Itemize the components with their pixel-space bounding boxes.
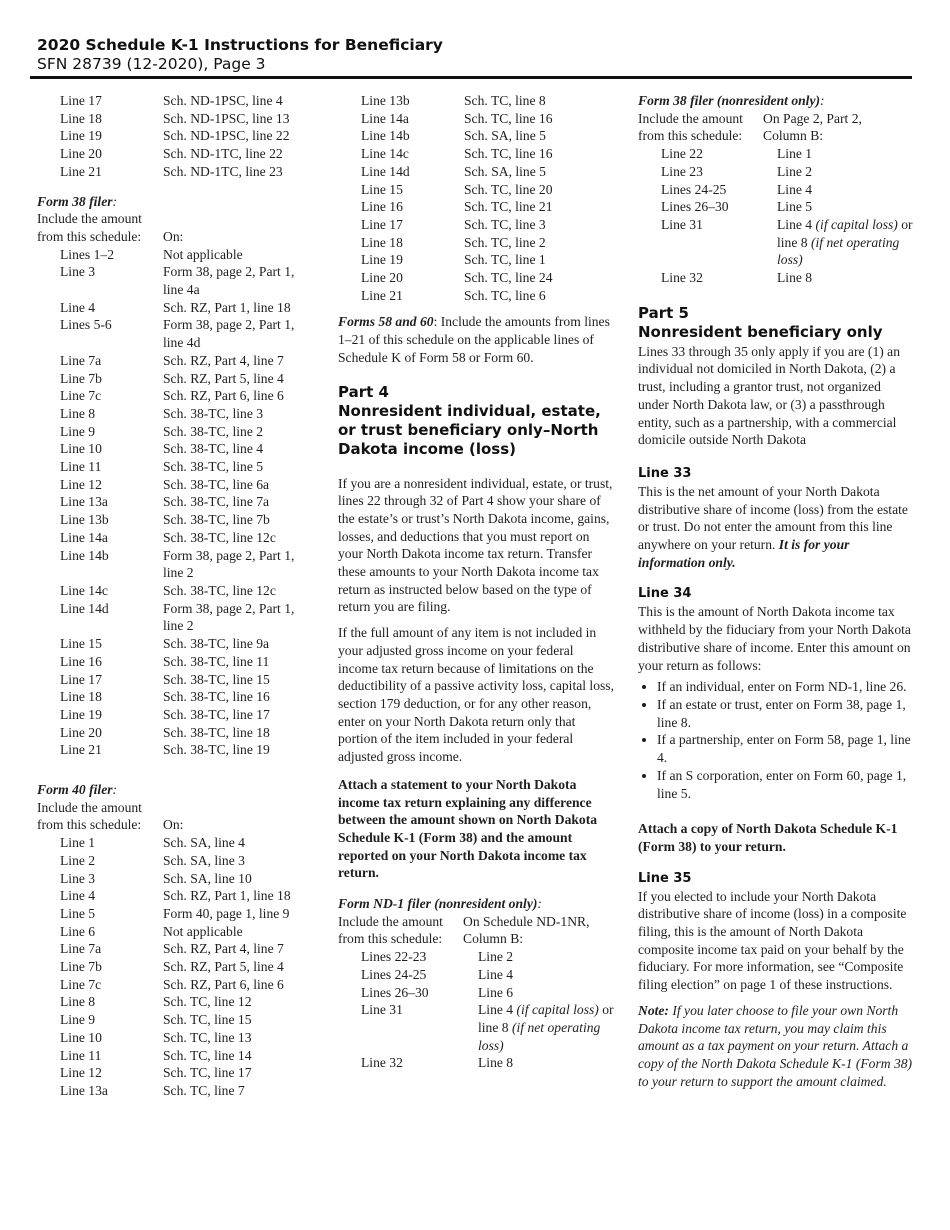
line33-emphasis: It is for your information only. — [638, 537, 850, 570]
row-label: Line 14a — [361, 110, 409, 126]
row-label: Line 7a — [60, 352, 102, 368]
row-label: Line 17 — [60, 93, 102, 108]
row-label: Lines 1–2 — [60, 246, 114, 262]
part5-subtitle: Nonresident beneficiary only — [638, 322, 883, 341]
row-value: Line 6 — [478, 984, 514, 1000]
part4-title: Part 4 — [338, 382, 389, 401]
table-row — [37, 299, 312, 317]
table-row — [338, 269, 553, 287]
row-label: Line 10 — [60, 1029, 102, 1045]
row-value: Line 1 — [777, 146, 813, 162]
part5-heading — [638, 304, 914, 342]
row-value: Sch. ND-1PSC, line 13 — [163, 110, 290, 126]
line34-heading: Line 34 — [638, 586, 692, 602]
table-row — [37, 127, 290, 145]
on-label: On Page 2, Part 2, — [763, 110, 862, 126]
table-row — [338, 127, 553, 145]
table-body — [37, 834, 291, 1100]
row-label: Line 14c — [60, 582, 108, 598]
row-value: Sch. 38-TC, line 5 — [163, 459, 264, 475]
attach-statement-paragraph: Attach a statement to your North Dakota income tax return explaining any difference between the amount shown on North Dakota Schedule K-1 (Form 38) and the amount reported on your North Dakota income tax return. — [338, 776, 598, 881]
bullet-item: • If an estate or trust, enter on Form 38, page 1, line 8. — [657, 696, 914, 731]
heading-text: Form 38 filer (nonresident only) — [638, 93, 821, 108]
table-row — [338, 234, 553, 252]
note-label: Note: — [638, 1002, 669, 1018]
row-value: Sch. TC, line 2 — [464, 234, 546, 250]
table-row — [37, 263, 312, 298]
table-row — [37, 887, 291, 905]
row-value: Line 5 — [777, 199, 813, 215]
row-value: Not applicable — [163, 246, 243, 262]
row-label: Line 4 — [60, 888, 96, 904]
row-label: Line 16 — [60, 653, 102, 669]
table-row — [37, 976, 291, 994]
table-row — [37, 476, 312, 494]
row-value: Sch. ND-1PSC, line 4 — [163, 93, 283, 108]
row-label: Line 20 — [361, 270, 403, 286]
table-row — [37, 905, 291, 923]
row-label: Line 14a — [60, 529, 108, 545]
row-value: Sch. 38-TC, line 2 — [163, 423, 264, 439]
from-schedule-label: from this schedule: — [37, 228, 142, 244]
row-value: Sch. TC, line 17 — [163, 1065, 252, 1081]
table-row — [37, 724, 312, 742]
table-row — [338, 110, 553, 128]
table-row — [638, 198, 914, 216]
table-row — [37, 741, 312, 759]
row-label: Line 21 — [361, 287, 403, 303]
row-label: Lines 24-25 — [361, 966, 427, 982]
line33-text: This is the net amount of your North Dakota distributive share of income (loss) from the estate or trust. Do not enter the amount from this line anywhere on your return. — [638, 483, 908, 553]
table-row — [37, 145, 290, 163]
row-value: Sch. RZ, Part 6, line 6 — [163, 976, 284, 992]
row-value — [777, 216, 914, 269]
table-row — [37, 493, 312, 511]
row-label: Line 14c — [361, 146, 409, 162]
line33-heading: Line 33 — [638, 465, 692, 481]
row-value: Sch. SA, line 5 — [464, 128, 546, 144]
row-label: Line 15 — [361, 181, 403, 197]
line34-bullets — [638, 678, 914, 802]
row-label: Line 9 — [60, 423, 96, 439]
heading-text: Form 38 filer — [37, 193, 113, 209]
table-row — [338, 984, 616, 1002]
row-label: Line 18 — [60, 110, 102, 126]
table-row — [37, 246, 312, 264]
row-value: Line 8 — [478, 1055, 514, 1071]
row-label: Line 22 — [661, 146, 703, 162]
table-row — [37, 163, 290, 181]
row-value: Sch. 38-TC, line 18 — [163, 724, 270, 740]
form38-nonresident-lines — [638, 145, 914, 287]
table-row — [37, 653, 312, 671]
row-label: Line 4 — [60, 299, 96, 315]
row-value: Sch. TC, line 15 — [163, 1012, 252, 1028]
row-value: Sch. TC, line 3 — [464, 216, 546, 232]
page-title: 2020 Schedule K-1 Instructions for Beneficiary — [37, 36, 443, 54]
row-value: Sch. TC, line 1 — [464, 252, 546, 268]
table-row — [37, 923, 291, 941]
table-row — [338, 287, 553, 305]
row-value: Sch. ND-1TC, line 22 — [163, 146, 283, 162]
row-label: Line 3 — [60, 870, 96, 886]
table-row — [638, 145, 914, 163]
row-label: Line 2 — [60, 852, 96, 868]
row-value: Sch. TC, line 20 — [464, 181, 553, 197]
row-label: Line 11 — [60, 1047, 102, 1063]
include-amount-label: Include the amount — [37, 211, 142, 227]
row-value: Line 4 — [478, 966, 514, 982]
table-row — [638, 181, 914, 199]
row-value: Sch. 38-TC, line 9a — [163, 636, 270, 652]
row-label: Line 14b — [60, 547, 109, 563]
row-label: Line 18 — [361, 234, 403, 250]
row-value: Sch. RZ, Part 5, line 4 — [163, 959, 284, 975]
row-label: Line 12 — [60, 1065, 102, 1081]
note-paragraph — [638, 1002, 914, 1091]
table-row — [338, 1054, 616, 1072]
column-label: Column B: — [463, 931, 524, 947]
include-amount-label: Include the amount — [338, 913, 443, 929]
table-row — [37, 852, 291, 870]
form40-table — [37, 799, 291, 1100]
note-text: If you later choose to file your own North Dakota income tax return, you may claim this amount as a tax payment on your return. Attach a copy of the North Dakota Schedule K-1 (Form 38) to your return to support the amount claimed. — [638, 1002, 913, 1089]
form40-filer-heading: Form 40 filer: — [37, 782, 118, 798]
row-value: Line 8 — [777, 270, 813, 286]
row-label: Line 20 — [60, 146, 102, 162]
page-header — [37, 36, 913, 74]
row-value: Sch. TC, line 12 — [163, 994, 252, 1010]
part5-paragraph: Lines 33 through 35 only apply if you are (1) an individual not domiciled in North Dakota, (2) a trust, including a grantor trust, not organized under North Dakota law, or (3) a passthrough entity, such as a partnership, with a commercial domicile outside North Dakota — [638, 343, 900, 448]
row-label: Lines 24-25 — [661, 181, 727, 197]
on-label: On Schedule ND-1NR, — [463, 913, 590, 929]
row-label: Lines 22-23 — [361, 949, 427, 965]
row-value: Sch. 38-TC, line 11 — [163, 653, 270, 669]
table-row — [37, 316, 312, 351]
table-row — [37, 1064, 291, 1082]
include-amount-label: Include the amount — [638, 110, 743, 126]
row-value: Sch. 38-TC, line 7b — [163, 512, 270, 528]
top-lines-table — [37, 92, 290, 181]
attach-copy-paragraph: Attach a copy of North Dakota Schedule K-1 (Form 38) to your return. — [638, 821, 898, 854]
value-part: or line 8 — [777, 216, 913, 250]
row-label: Line 31 — [361, 1002, 403, 1018]
table-row — [37, 688, 312, 706]
row-value: Sch. TC, line 7 — [163, 1082, 245, 1098]
column-middle — [338, 92, 616, 1072]
row-value — [478, 1001, 616, 1054]
row-value: Line 2 — [478, 949, 514, 965]
row-value: Sch. RZ, Part 6, line 6 — [163, 388, 284, 404]
table-body — [338, 92, 553, 304]
line35-heading: Line 35 — [638, 870, 692, 886]
row-value: Sch. ND-1TC, line 23 — [163, 163, 283, 179]
part4-paragraph-1: If you are a nonresident individual, estate, or trust, lines 22 through 32 of Part 4 show your share of the estate’s or trust’s North Dakota income, gains, losses, and deductions that you must report on your North Dakota income tax return. Transfer these amounts to your North Dakota income tax return as instructed below based on the type of return you are filing. — [338, 475, 613, 615]
table-row — [37, 635, 312, 653]
table-row — [338, 948, 616, 966]
row-label: Line 20 — [60, 724, 102, 740]
from-schedule-label: from this schedule: — [37, 817, 142, 833]
row-value: Line 4 — [777, 181, 813, 197]
row-value: Sch. 38-TC, line 15 — [163, 671, 270, 687]
row-label: Line 12 — [60, 476, 102, 492]
row-label: Line 11 — [60, 459, 102, 475]
row-value: Sch. 38-TC, line 17 — [163, 706, 270, 722]
table-row — [37, 405, 312, 423]
row-label: Line 15 — [60, 636, 102, 652]
bullet-item: • If an individual, enter on Form ND-1, line 26. — [657, 678, 914, 696]
row-value: Sch. SA, line 5 — [464, 163, 546, 179]
value-part: (if net operating loss) — [478, 1019, 601, 1053]
row-value: Not applicable — [163, 923, 243, 939]
table-row — [37, 582, 312, 600]
table-row — [37, 671, 312, 689]
row-value: Form 38, page 2, Part 1, line 4d — [163, 317, 295, 351]
row-value: Sch. 38-TC, line 12c — [163, 529, 276, 545]
table-row — [37, 1011, 291, 1029]
column-label: Column B: — [763, 128, 824, 144]
table-row — [37, 352, 312, 370]
row-label: Line 13b — [60, 512, 109, 528]
table-row — [37, 370, 312, 388]
table-row — [37, 958, 291, 976]
value-part: (if capital loss) — [815, 216, 898, 232]
table-row — [338, 181, 553, 199]
row-value: Sch. SA, line 3 — [163, 852, 245, 868]
row-label: Line 21 — [60, 163, 102, 179]
row-label: Line 7c — [60, 388, 102, 404]
row-value: Sch. TC, line 14 — [163, 1047, 252, 1063]
row-value: Sch. SA, line 4 — [163, 835, 245, 851]
row-label: Line 18 — [60, 689, 102, 705]
row-label: Line 1 — [60, 835, 96, 851]
row-label: Line 7a — [60, 941, 102, 957]
row-label: Line 17 — [60, 671, 102, 687]
forms-58-60-label: Forms 58 and 60 — [338, 314, 434, 330]
row-value: Sch. 38-TC, line 6a — [163, 476, 270, 492]
table-row — [37, 458, 312, 476]
row-label: Line 14d — [361, 163, 410, 179]
row-label: Line 7b — [60, 959, 102, 975]
value-part: (if capital loss) — [516, 1002, 599, 1018]
form38-nonresident-heading: Form 38 filer (nonresident only): — [638, 93, 825, 108]
part5-title: Part 5 — [638, 303, 689, 322]
row-label: Line 13a — [60, 494, 108, 510]
form38-filer-heading: Form 38 filer: — [37, 193, 118, 209]
header-rule — [30, 76, 912, 79]
row-value: Line 2 — [777, 163, 813, 179]
row-value: Sch. RZ, Part 4, line 7 — [163, 941, 284, 957]
table-row — [37, 92, 290, 110]
line33-paragraph — [638, 483, 914, 572]
row-value: Sch. TC, line 24 — [464, 270, 553, 286]
table-row — [638, 269, 914, 287]
column-left — [37, 92, 312, 1100]
row-label: Line 14d — [60, 600, 109, 616]
table-row — [338, 145, 553, 163]
table-row — [37, 940, 291, 958]
value-part: Line 4 — [478, 1002, 517, 1018]
row-label: Line 19 — [361, 252, 403, 268]
row-label: Line 7b — [60, 370, 102, 386]
table-row — [37, 440, 312, 458]
table-row — [37, 600, 312, 635]
row-value: Sch. RZ, Part 1, line 18 — [163, 299, 291, 315]
row-value: Sch. TC, line 16 — [464, 110, 553, 126]
value-part: Line 4 — [777, 216, 816, 232]
row-label: Line 21 — [60, 742, 102, 758]
row-value: Sch. 38-TC, line 4 — [163, 441, 264, 457]
row-value: Sch. 38-TC, line 16 — [163, 689, 270, 705]
include-amount-label: Include the amount — [37, 799, 142, 815]
from-schedule-label: from this schedule: — [338, 931, 443, 947]
row-label: Line 19 — [60, 706, 102, 722]
row-value: Sch. TC, line 8 — [464, 93, 546, 108]
row-label: Line 16 — [361, 199, 403, 215]
row-value: Sch. TC, line 21 — [464, 199, 553, 215]
row-value: Sch. 38-TC, line 19 — [163, 742, 270, 758]
table-row — [37, 870, 291, 888]
row-label: Line 8 — [60, 405, 96, 421]
row-label: Line 3 — [60, 264, 96, 280]
table-row — [37, 387, 312, 405]
column-right — [638, 92, 914, 1090]
table-row — [338, 198, 553, 216]
from-schedule-label: from this schedule: — [638, 128, 743, 144]
row-label: Line 6 — [60, 923, 96, 939]
row-value: Sch. TC, line 13 — [163, 1029, 252, 1045]
row-value: Sch. RZ, Part 5, line 4 — [163, 370, 284, 386]
table-body — [338, 948, 616, 1001]
line34-paragraph: This is the amount of North Dakota income tax withheld by the fiduciary from your North Dakota distributive share of income. Enter this amount on your return as follows: — [638, 604, 911, 673]
row-label: Lines 26–30 — [361, 984, 429, 1000]
value-part: (if net operating loss) — [777, 234, 900, 268]
row-label: Line 32 — [361, 1055, 403, 1071]
on-label: On: — [163, 817, 184, 833]
nd1-table — [338, 913, 589, 948]
row-label: Lines 26–30 — [661, 199, 729, 215]
row-value: Sch. 38-TC, line 7a — [163, 494, 270, 510]
table-row — [37, 547, 312, 582]
table-row — [37, 529, 312, 547]
row-value: Sch. ND-1PSC, line 22 — [163, 128, 290, 144]
table-row — [37, 511, 312, 529]
table-row — [37, 423, 312, 441]
table-row — [338, 1001, 616, 1054]
value-part: or line 8 — [478, 1002, 614, 1035]
heading-text: Form 40 filer — [37, 782, 113, 798]
table-row — [37, 1029, 291, 1047]
form38-table — [37, 210, 312, 759]
table-row — [338, 966, 616, 984]
table-row — [37, 993, 291, 1011]
table-row — [338, 163, 553, 181]
table-row — [37, 1047, 291, 1065]
table-row — [338, 251, 553, 269]
row-label: Lines 5-6 — [60, 317, 112, 333]
row-value: Form 38, page 2, Part 1, line 2 — [163, 547, 295, 581]
row-value: Sch. TC, line 6 — [464, 287, 546, 303]
heading-text: Form ND-1 filer (nonresident only) — [338, 896, 538, 912]
table-row — [37, 110, 290, 128]
row-value: Sch. RZ, Part 1, line 18 — [163, 888, 291, 904]
forms-58-60-text: : Include the amounts from lines 1–21 of this schedule on the applicable lines of Schedule K of Form 58 or Form 60. — [338, 314, 610, 365]
table-row — [37, 1082, 291, 1100]
bullet-item: • If an S corporation, enter on Form 60, page 1, line 5. — [657, 767, 914, 802]
row-label: Line 8 — [60, 994, 96, 1010]
page-subtitle: SFN 28739 (12-2020), Page 3 — [37, 55, 266, 73]
part4-subtitle: Nonresident individual, estate, or trust beneficiary only–North Dakota income (loss) — [338, 401, 601, 458]
table-body — [37, 246, 312, 759]
row-label: Line 19 — [60, 128, 102, 144]
row-label: Line 13b — [361, 93, 410, 108]
form38-nonresident-table — [638, 110, 862, 145]
forms-58-60-paragraph — [338, 313, 616, 366]
row-label: Line 13a — [60, 1082, 108, 1098]
nd1-lines-table — [338, 948, 616, 1072]
bullet-item: • If a partnership, enter on Form 58, page 1, line 4. — [657, 731, 914, 766]
row-label: Line 31 — [661, 216, 703, 232]
line35-paragraph: If you elected to include your North Dakota distributive share of income (loss) in a composite filing, this is the amount of North Dakota composite income tax paid on your behalf by the fiduciary. For more information, see “Composite filing election” on page 1 of these instructions. — [638, 888, 907, 993]
part4-heading — [338, 383, 616, 459]
on-label: On: — [163, 228, 184, 244]
row-label: Line 17 — [361, 216, 403, 232]
table-row — [338, 216, 553, 234]
row-label: Line 23 — [661, 163, 703, 179]
table-row — [37, 834, 291, 852]
table-row — [338, 92, 553, 110]
row-value: Sch. 38-TC, line 3 — [163, 405, 264, 421]
row-label: Line 10 — [60, 441, 102, 457]
table-row — [638, 163, 914, 181]
row-label: Line 14b — [361, 128, 410, 144]
row-value: Form 38, page 2, Part 1, line 2 — [163, 600, 295, 634]
row-label: Line 9 — [60, 1012, 96, 1028]
table-body — [37, 92, 290, 181]
row-label: Line 5 — [60, 905, 96, 921]
row-label: Line 32 — [661, 270, 703, 286]
table-row — [37, 706, 312, 724]
row-value: Sch. RZ, Part 4, line 7 — [163, 352, 284, 368]
nd1-filer-heading: Form ND-1 filer (nonresident only): — [338, 896, 542, 912]
row-value: Sch. 38-TC, line 12c — [163, 582, 276, 598]
table-body — [638, 145, 914, 216]
row-value: Sch. TC, line 16 — [464, 146, 553, 162]
table-row — [638, 216, 914, 269]
row-label: Line 7c — [60, 976, 102, 992]
part4-paragraph-2: If the full amount of any item is not included in your adjusted gross income on your federal income tax return because of limitations on the deductibility of a passive activity loss, capital loss, section 179 deduction, or for any other reason, enter on your North Dakota return only that portion of the item included in your federal adjusted gross income. — [338, 625, 614, 765]
row-value: Form 40, page 1, line 9 — [163, 905, 290, 921]
row-value: Sch. SA, line 10 — [163, 870, 252, 886]
form40-continued-table — [338, 92, 553, 304]
row-value: Form 38, page 2, Part 1, line 4a — [163, 264, 295, 298]
